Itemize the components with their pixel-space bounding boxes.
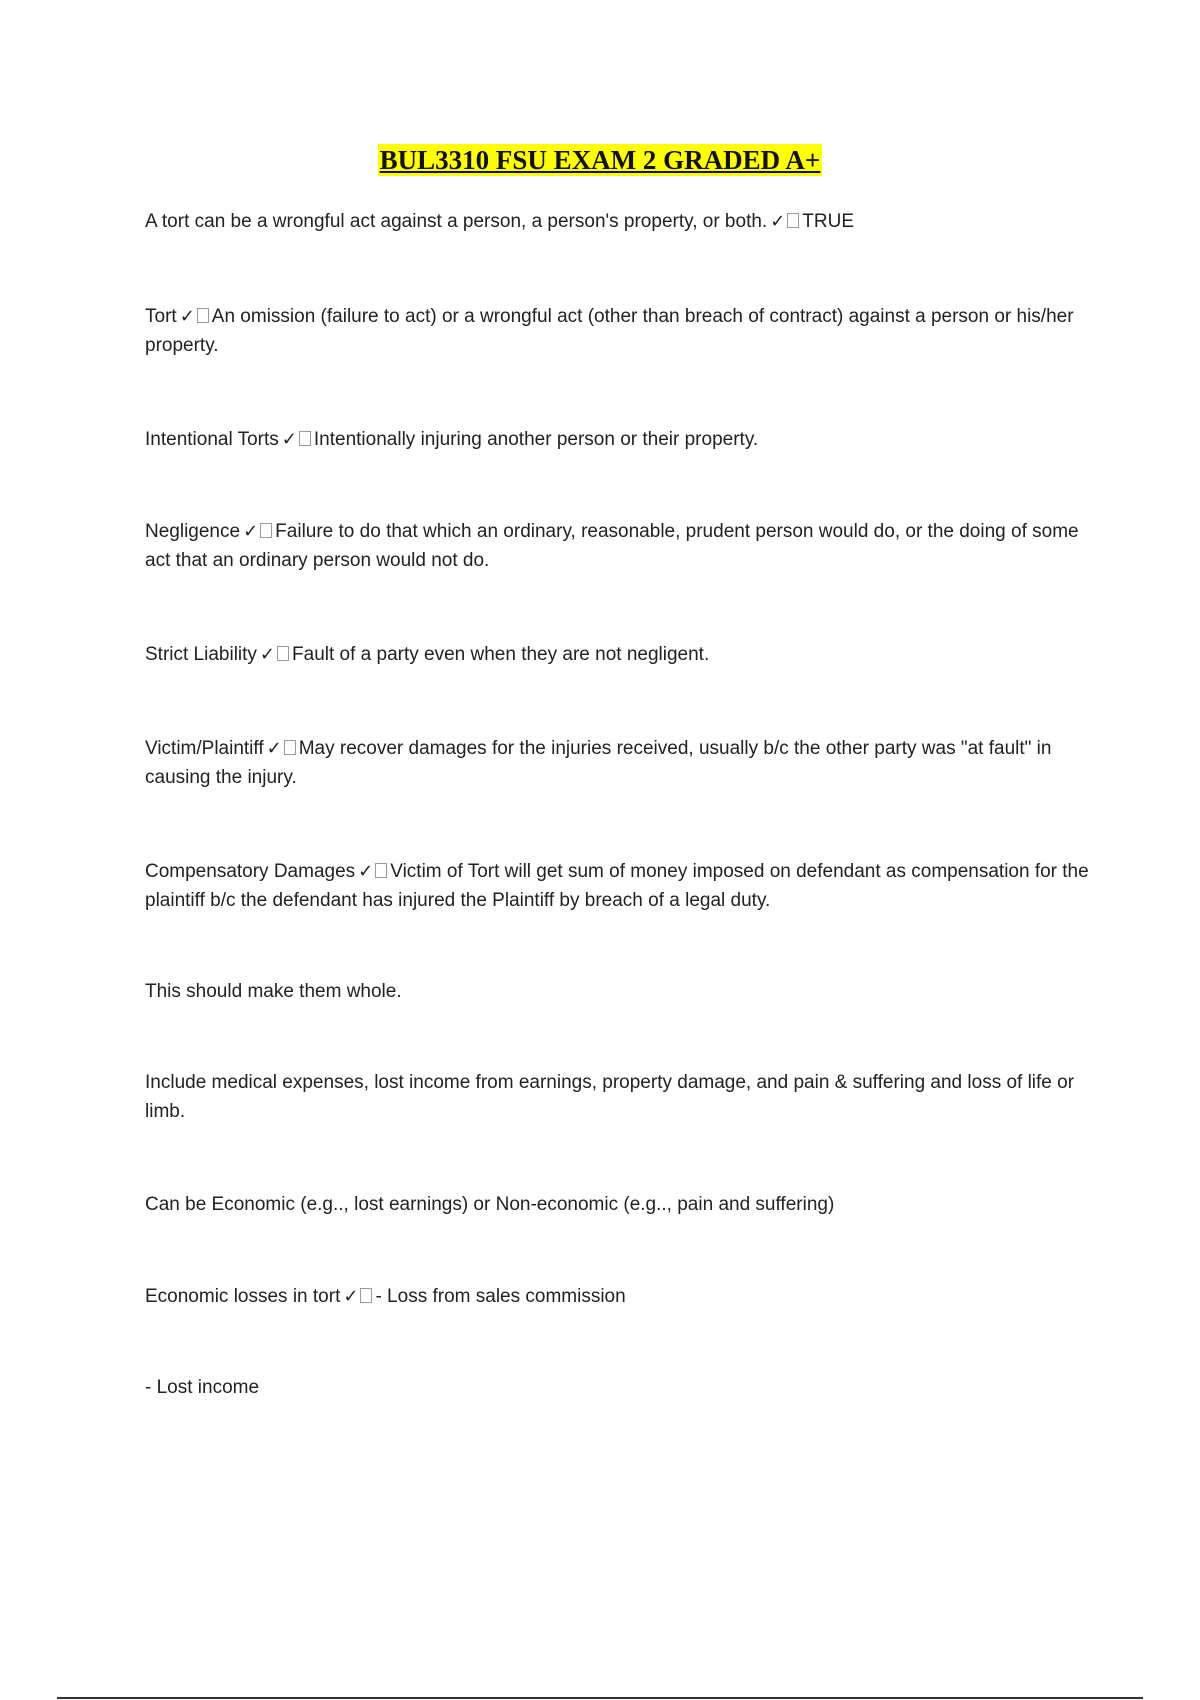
check-mark-icon: ✓ [358,861,374,882]
text-paragraph [145,1190,1095,1219]
placeholder-box-icon [284,740,296,755]
entry-answer: Fault of a party even when they are not negligent. [292,644,710,665]
paragraph-text: This should make them whole. [145,981,402,1002]
check-mark-icon: ✓ [266,738,282,759]
entry-term: Negligence [145,521,241,542]
placeholder-box-icon [787,213,799,228]
entry-term: Strict Liability [145,644,257,665]
qa-entry [145,517,1095,575]
qa-entry [145,302,1095,360]
qa-entry [145,425,1095,454]
qa-entry [145,640,1095,669]
check-mark-icon: ✓ [259,644,276,665]
entry-answer: Victim of Tort will get sum of money imposed on defendant as compensation for the plaintiff b/c the defendant has injured the Plaintiff by breach of a legal duty. [145,861,1089,911]
placeholder-box-icon [260,523,272,538]
qa-entry [145,734,1095,792]
entry-answer: Intentionally injuring another person or their property. [313,429,759,450]
placeholder-box-icon [299,431,311,446]
entry-answer: An omission (failure to act) or a wrongful act (other than breach of contract) against a person or his/her property. [145,306,1074,356]
entry-term: Victim/Plaintiff [145,738,264,759]
text-paragraph [145,977,1095,1006]
text-paragraph [145,1373,1095,1402]
check-mark-icon: ✓ [343,1286,359,1307]
text-paragraph [145,1068,1095,1126]
entry-term: A tort can be a wrongful act against a person, a person's property, or both. [145,211,768,232]
placeholder-box-icon [375,863,387,878]
check-mark-icon: ✓ [179,306,195,327]
entry-answer: TRUE [802,211,855,232]
paragraph-text: - Lost income [145,1377,260,1398]
entry-answer: - Loss from sales commission [375,1286,626,1307]
qa-entry [145,1282,1095,1311]
qa-entry [145,857,1095,915]
entry-term: Intentional Torts [145,429,279,450]
placeholder-box-icon [277,646,289,661]
document-title: BUL3310 FSU EXAM 2 GRADED A+ [379,145,821,175]
paragraph-text: Include medical expenses, lost income from earnings, property damage, and pain & suffering and loss of life or limb. [145,1072,1075,1122]
placeholder-box-icon [360,1288,372,1303]
qa-entry [145,207,1095,236]
placeholder-box-icon [197,308,209,323]
entry-term: Compensatory Damages [145,861,356,882]
footer-divider [57,1697,1143,1699]
title-container [0,144,1200,176]
check-mark-icon: ✓ [243,521,259,542]
entry-term: Economic losses in tort [145,1286,341,1307]
check-mark-icon: ✓ [281,429,297,450]
entry-answer: May recover damages for the injuries received, usually b/c the other party was "at fault" in causing the injury. [145,738,1052,788]
paragraph-text: Can be Economic (e.g.., lost earnings) or Non-economic (e.g.., pain and suffering) [145,1194,835,1215]
check-mark-icon: ✓ [770,211,786,232]
entry-term: Tort [145,306,177,327]
entry-answer: Failure to do that which an ordinary, reasonable, prudent person would do, or the doing of some act that an ordinary person would not do. [145,521,1079,571]
